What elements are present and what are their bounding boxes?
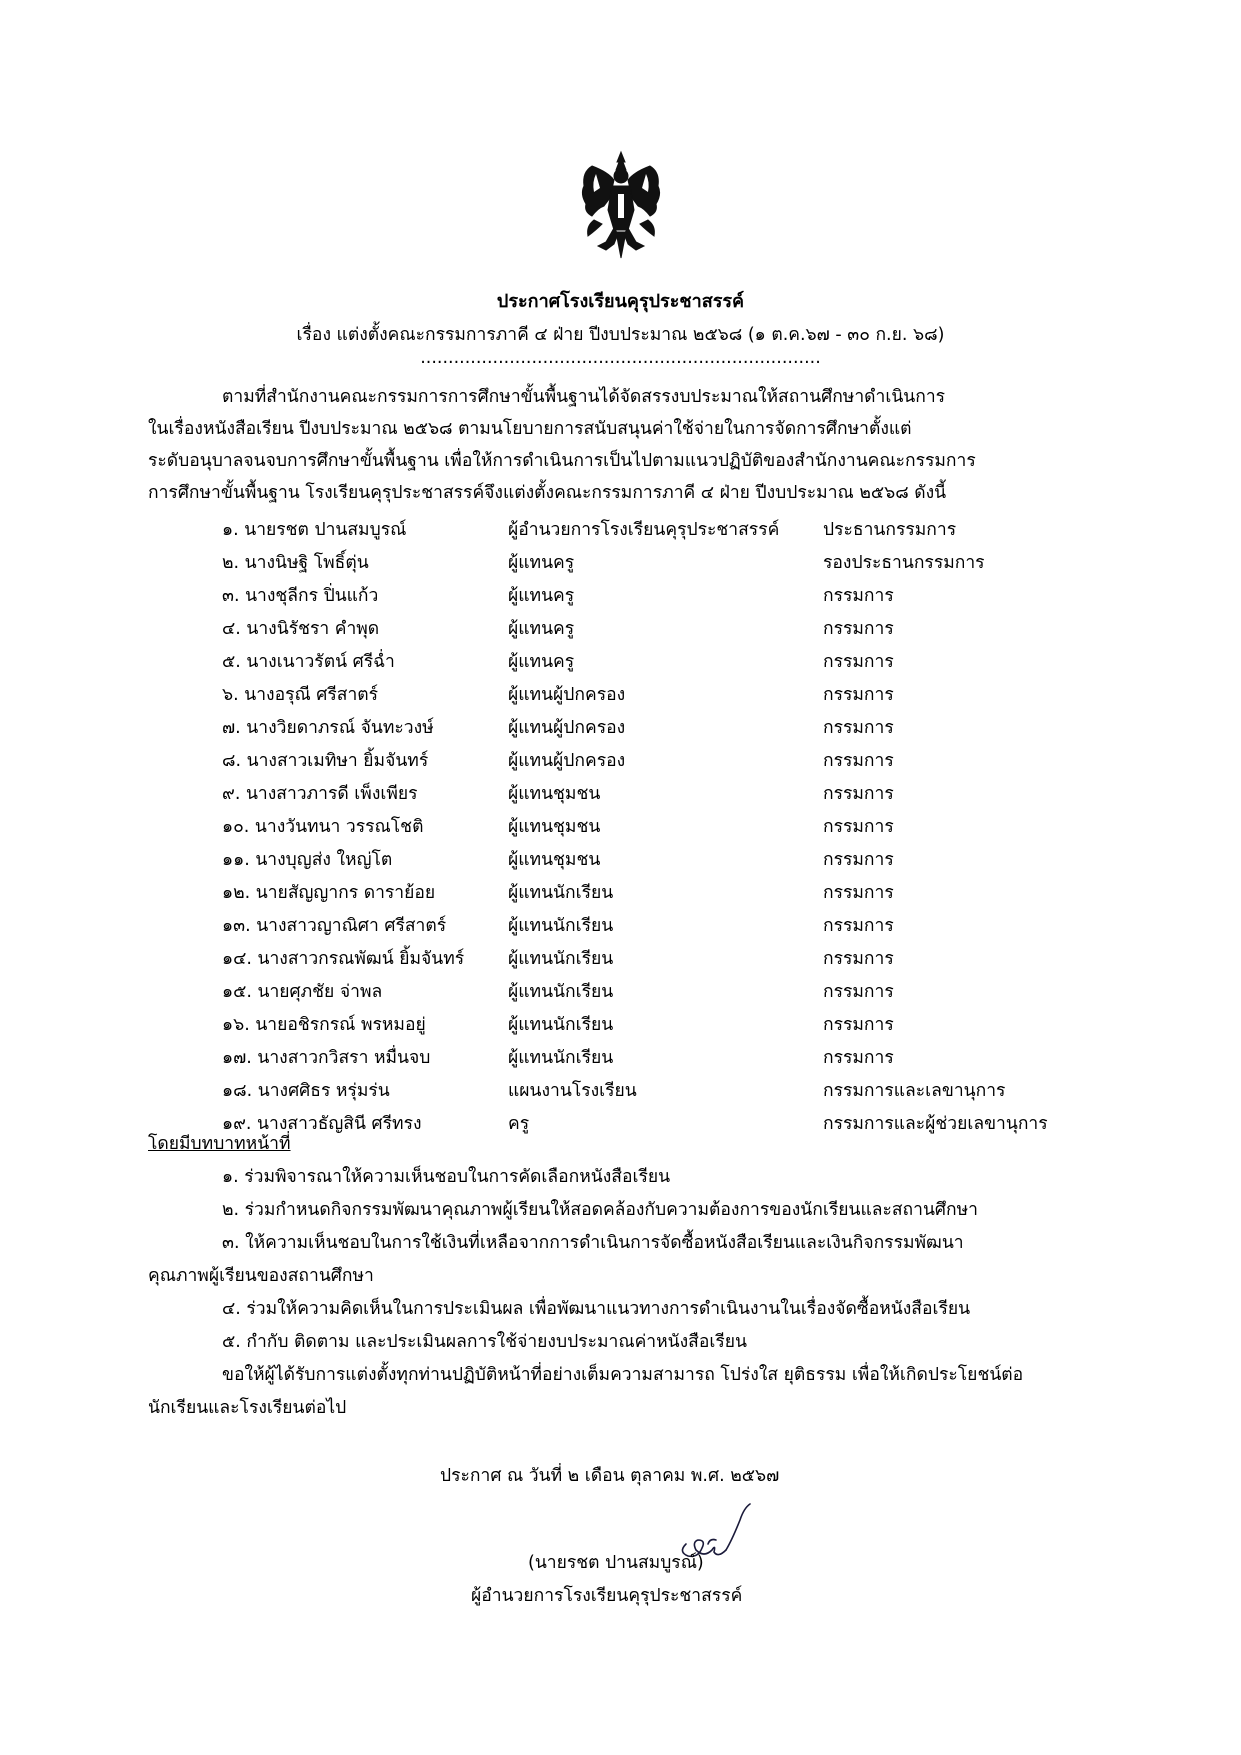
- member-position: กรรมการและเลขานุการ: [823, 1081, 1006, 1101]
- member-position: กรรมการ: [823, 949, 894, 969]
- member-name: ๑๒. นายสัญญากร ดาราย้อย: [222, 883, 436, 903]
- announcement-date: ประกาศ ณ วันที่ ๒ เดือน ตุลาคม พ.ศ. ๒๕๖๗: [440, 1466, 780, 1486]
- member-row: [0, 1076, 1241, 1106]
- member-row: [0, 977, 1241, 1007]
- member-row: [0, 680, 1241, 710]
- member-row: [0, 581, 1241, 611]
- member-row: [0, 614, 1241, 644]
- member-name: ๑๓. นางสาวญาณิศา ศรีสาตร์: [222, 916, 447, 936]
- member-role: ผู้แทนชุมชน: [508, 784, 601, 804]
- member-name: ๙. นางสาวภารดี เพ็งเพียร: [222, 784, 418, 804]
- member-name: ๑๖. นายอชิรกรณ์ พรหมอยู่: [222, 1015, 426, 1035]
- member-position: กรรมการ: [823, 1015, 894, 1035]
- member-position: ประธานกรรมการ: [823, 520, 957, 540]
- member-position: กรรมการ: [823, 718, 894, 738]
- member-name: ๕. นางเนาวรัตน์ ศรีฉ่ำ: [222, 652, 395, 672]
- member-name: ๔. นางนิรัชรา คำพุด: [222, 619, 380, 639]
- member-role: ผู้แทนผู้ปกครอง: [508, 718, 626, 738]
- member-role: ครู: [508, 1114, 530, 1134]
- member-row: [0, 1010, 1241, 1040]
- member-role: ผู้แทนนักเรียน: [508, 982, 614, 1002]
- duty-item-4: ๔. ร่วมให้ความคิดเห็นในการประเมินผล เพื่อพัฒนาแนวทางการดำเนินงานในเรื่องจัดซื้อหนังสือเรียน: [222, 1299, 971, 1319]
- member-position: กรรมการ: [823, 619, 894, 639]
- member-role: ผู้แทนผู้ปกครอง: [508, 685, 626, 705]
- member-name: ๑๑. นางบุญส่ง ใหญ่โต: [222, 850, 393, 870]
- member-position: กรรมการ: [823, 982, 894, 1002]
- member-position: กรรมการ: [823, 850, 894, 870]
- member-row: [0, 779, 1241, 809]
- member-role: ผู้แทนครู: [508, 553, 575, 573]
- member-row: [0, 548, 1241, 578]
- member-row: [0, 746, 1241, 776]
- member-name: ๖. นางอรุณี ศรีสาตร์: [222, 685, 379, 705]
- member-name: ๑๗. นางสาวกวิสรา หมื่นจบ: [222, 1048, 431, 1068]
- member-role: ผู้แทนนักเรียน: [508, 883, 614, 903]
- member-role: ผู้อำนวยการโรงเรียนคุรุประชาสรรค์: [508, 520, 780, 540]
- member-role: ผู้แทนชุมชน: [508, 817, 601, 837]
- intro-line-4: การศึกษาขั้นพื้นฐาน โรงเรียนคุรุประชาสรรค์จึงแต่งตั้งคณะกรรมการภาคี ๔ ฝ่าย ปีงบประมาณ ๒๕๖๘ ดังนี้: [148, 483, 947, 503]
- member-role: ผู้แทนนักเรียน: [508, 1015, 614, 1035]
- member-name: ๑๘. นางศศิธร หรุ่มร่น: [222, 1081, 390, 1101]
- member-name: ๑๔. นางสาวกรณพัฒน์ ยิ้มจันทร์: [222, 949, 465, 969]
- member-row: [0, 647, 1241, 677]
- closing-line-2: นักเรียนและโรงเรียนต่อไป: [148, 1398, 347, 1418]
- member-row: [0, 812, 1241, 842]
- duty-item-2: ๒. ร่วมกำหนดกิจกรรมพัฒนาคุณภาพผู้เรียนให้สอดคล้องกับความต้องการของนักเรียนและสถานศึกษา: [222, 1200, 978, 1220]
- duty-item-5: ๕. กำกับ ติดตาม และประเมินผลการใช้จ่ายงบประมาณค่าหนังสือเรียน: [222, 1332, 747, 1352]
- intro-line-3: ระดับอนุบาลจนจบการศึกษาขั้นพื้นฐาน เพื่อให้การดำเนินการเป็นไปตามแนวปฏิบัติของสำนักงานคณะกรรมการ: [148, 451, 976, 471]
- member-role: ผู้แทนครู: [508, 586, 575, 606]
- member-role: ผู้แทนนักเรียน: [508, 949, 614, 969]
- signer-name: (นายรชต ปานสมบูรณ์): [528, 1553, 704, 1573]
- intro-line-2: ในเรื่องหนังสือเรียน ปีงบประมาณ ๒๕๖๘ ตามนโยบายการสนับสนุนค่าใช้จ่ายในการจัดการศึกษาตั้งแต่: [148, 419, 912, 439]
- duties-heading: โดยมีบทบาทหน้าที่: [148, 1134, 291, 1154]
- separator-line: ........................................................................: [420, 348, 821, 368]
- member-name: ๑๐. นางวันทนา วรรณโชติ: [222, 817, 424, 837]
- member-position: กรรมการ: [823, 751, 894, 771]
- duty-item-3: ๓. ให้ความเห็นชอบในการใช้เงินที่เหลือจากการดำเนินการจัดซื้อหนังสือเรียนและเงินกิจกรรมพัฒนา: [222, 1233, 964, 1253]
- document-title: ประกาศโรงเรียนคุรุประชาสรรค์: [496, 291, 745, 312]
- duty-item-1: ๑. ร่วมพิจารณาให้ความเห็นชอบในการคัดเลือกหนังสือเรียน: [222, 1167, 671, 1187]
- member-position: กรรมการ: [823, 586, 894, 606]
- closing-line-1: ขอให้ผู้ได้รับการแต่งตั้งทุกท่านปฏิบัติหน้าที่อย่างเต็มความสามารถ โปร่งใส ยุติธรรม เพื่อให้เกิดประโยชน์ต่อ: [222, 1365, 1024, 1385]
- member-name: ๘. นางสาวเมทิษา ยิ้มจันทร์: [222, 751, 429, 771]
- member-role: ผู้แทนชุมชน: [508, 850, 601, 870]
- member-name: ๒. นางนิษฐิ โพธิ์ตุ่น: [222, 553, 369, 573]
- member-role: แผนงานโรงเรียน: [508, 1081, 637, 1101]
- member-role: ผู้แทนนักเรียน: [508, 1048, 614, 1068]
- member-role: ผู้แทนผู้ปกครอง: [508, 751, 626, 771]
- intro-line-1: ตามที่สำนักงานคณะกรรมการการศึกษาขั้นพื้นฐานได้จัดสรรงบประมาณให้สถานศึกษาดำเนินการ: [222, 387, 946, 407]
- member-name: ๗. นางวิยดาภรณ์ จันทะวงษ์: [222, 718, 434, 738]
- member-position: กรรมการ: [823, 883, 894, 903]
- member-row: [0, 515, 1241, 545]
- member-position: กรรมการ: [823, 1048, 894, 1068]
- member-name: ๓. นางชุลีกร ปิ่นแก้ว: [222, 586, 379, 606]
- member-name: ๑. นายรชต ปานสมบูรณ์: [222, 520, 407, 540]
- member-position: กรรมการ: [823, 685, 894, 705]
- member-position: กรรมการ: [823, 784, 894, 804]
- member-position: กรรมการ: [823, 652, 894, 672]
- member-row: [0, 845, 1241, 875]
- member-name: ๑๕. นายศุภชัย จ่าพล: [222, 982, 383, 1002]
- member-position: กรรมการและผู้ช่วยเลขานุการ: [823, 1114, 1048, 1134]
- member-role: ผู้แทนครู: [508, 652, 575, 672]
- duty-item-3-continued: คุณภาพผู้เรียนของสถานศึกษา: [148, 1266, 374, 1286]
- member-name: ๑๙. นางสาวธัญสินี ศรีทรง: [222, 1114, 422, 1134]
- member-row: [0, 911, 1241, 941]
- member-row: [0, 713, 1241, 743]
- member-position: รองประธานกรรมการ: [823, 553, 985, 573]
- member-row: [0, 944, 1241, 974]
- member-row: [0, 878, 1241, 908]
- garuda-emblem-icon: [578, 150, 664, 260]
- member-position: กรรมการ: [823, 817, 894, 837]
- signer-title: ผู้อำนวยการโรงเรียนคุรุประชาสรรค์: [471, 1586, 743, 1606]
- member-position: กรรมการ: [823, 916, 894, 936]
- document-subject: เรื่อง แต่งตั้งคณะกรรมการภาคี ๔ ฝ่าย ปีงบประมาณ ๒๕๖๘ (๑ ต.ค.๖๗ - ๓๐ ก.ย. ๖๘): [296, 325, 945, 345]
- member-role: ผู้แทนนักเรียน: [508, 916, 614, 936]
- member-row: [0, 1043, 1241, 1073]
- member-role: ผู้แทนครู: [508, 619, 575, 639]
